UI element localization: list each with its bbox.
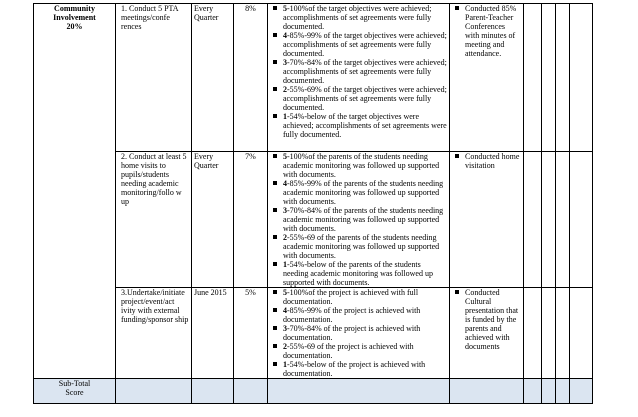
indicator-item: 4-85%-99% of the target objectives were achieved; accomplishments of set agreements were fully documented. [270,31,447,58]
subtotal-empty-cell [268,379,450,404]
performance-indicators-cell [268,152,450,288]
indicator-item: 3-70%-84% of the project is achieved with documentation. [270,324,447,342]
rating-q-cell [524,4,542,152]
performance-indicators-cell [268,4,450,152]
rating-q-cell [524,288,542,379]
score-cell [570,288,593,379]
table-row [34,288,593,379]
indicator-item: 4-85%-99% of the parents of the students needing academic monitoring was followed up supported with documents. [270,179,447,206]
weight-cell: 7% [234,152,268,288]
rating-e-cell [542,288,556,379]
actual-result-item: Conducted Cultural presentation that is funded by the parents and achieved with documents [452,288,521,351]
weight-cell: 5% [234,288,268,379]
subtotal-empty-cell [116,379,192,404]
rating-q-cell [524,152,542,288]
subtotal-empty-cell [542,379,556,404]
actual-results-cell [450,152,524,288]
rating-t-cell [556,288,570,379]
rating-t-cell [556,152,570,288]
indicator-item: 5-100%of the parents of the students needing academic monitoring was followed up supported with documents. [270,152,447,179]
actual-result-item: Conducted home visitation [452,152,521,170]
objective-cell: 2. Conduct at least 5 home visits to pupils/students needing academic monitoring/follo w up [116,152,192,288]
subtotal-label-cell [34,379,116,404]
weight-cell: 8% [234,4,268,152]
rating-e-cell [542,4,556,152]
rating-t-cell [556,4,570,152]
subtotal-empty-cell [234,379,268,404]
kra-weight: 20% [66,22,83,31]
indicator-item: 2-55%-69 of the parents of the students needing academic monitoring was followed up supported with documents. [270,233,447,260]
ipcrf-table [33,3,593,404]
table-row [34,152,593,288]
subtotal-empty-cell [192,379,234,404]
score-cell [570,4,593,152]
subtotal-row [34,379,593,404]
kra-cell [34,4,116,379]
indicator-item: 3-70%-84% of the parents of the students needing academic monitoring was followed up supported with documents. [270,206,447,233]
subtotal-empty-cell [570,379,593,404]
indicator-item: 4-85%-99% of the project is achieved with documentation. [270,306,447,324]
indicator-item: 2-55%-69 of the project is achieved with documentation. [270,342,447,360]
objective-cell: 1. Conduct 5 PTA meetings/confe rences [116,4,192,152]
indicator-item: 1-54%-below of the parents of the students needing academic monitoring was followed up supported with documents. [270,260,447,287]
indicator-item: 5-100%of the target objectives were achieved; accomplishments of set agreements were fully documented. [270,4,447,31]
indicator-item: 5-100%of the project is achieved with full documentation. [270,288,447,306]
table-row [34,4,593,152]
subtotal-empty-cell [556,379,570,404]
objective-cell: 3.Undertake/initiate project/event/act ivity with external funding/sponsor ship [116,288,192,379]
timeline-cell: Every Quarter [192,152,234,288]
timeline-cell: Every Quarter [192,4,234,152]
timeline-cell: June 2015 [192,288,234,379]
subtotal-empty-cell [450,379,524,404]
kra-name-line1: Community [54,4,95,13]
indicator-item: 1-54%-below of the target objectives were achieved; accomplishments of set agreements were fully documented. [270,112,447,139]
subtotal-empty-cell [524,379,542,404]
actual-results-cell [450,4,524,152]
actual-result-item: Conducted 85% Parent-Teacher Conferences with minutes of meeting and attendance. [452,4,521,58]
subtotal-label-line2: Score [65,388,84,397]
indicator-item: 3-70%-84% of the target objectives were achieved; accomplishments of set agreements were fully documented. [270,58,447,85]
kra-name-line2: Involvement [53,13,96,22]
subtotal-label-line1: Sub-Total [58,379,91,388]
indicator-item: 2-55%-69% of the target objectives were achieved; accomplishments of set agreements were fully documented. [270,85,447,112]
indicator-item: 1-54%-below of the project is achieved with documentation. [270,360,447,378]
actual-results-cell [450,288,524,379]
performance-indicators-cell [268,288,450,379]
rating-e-cell [542,152,556,288]
score-cell [570,152,593,288]
